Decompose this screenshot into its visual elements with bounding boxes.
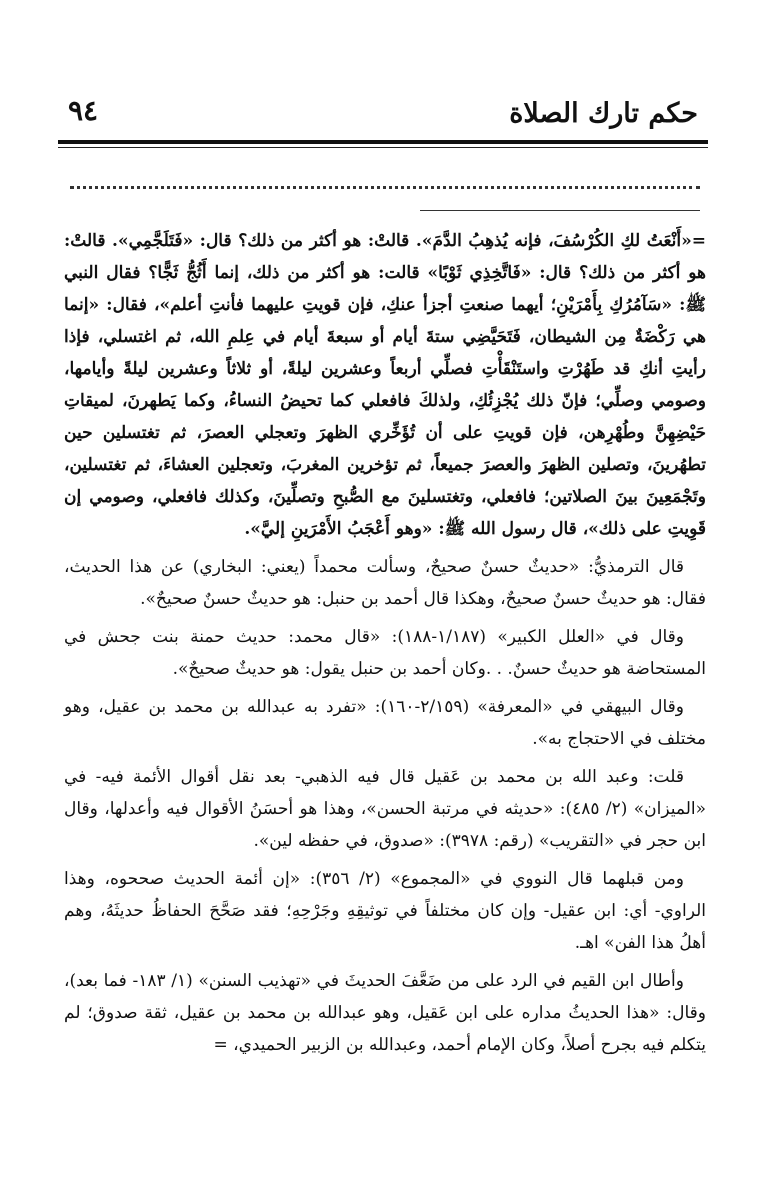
- hadith-paragraph: =«أَنْعَتُ لكِ الكُرْسُفَ، فإنه يُذهِبُ الدَّمَ». قالتْ: هو أكثر من ذلك؟ قال: «فَتَلَجَّمِي». قالتْ: هو أكثر من ذلك؟ قال: «فَاتَّخِذِي ثَوْبًا» قالت: هو أكثر من ذلك، إنما أَثُجُّ ثَجًّا؟ فقال النبي ﷺ: «سَآمُرُكِ بِأَمْرَيْنِ؛ أيهما صنعتِ أجزأ عنكِ، فإن قويتِ عليهما فأنتِ أعلم»، فقال: «إنما هي رَكْضَةٌ مِن الشيطان، فَتَحَيَّضِي ستةَ أيام أو سبعةَ أيام في عِلمِ الله، ثم اغتسلي، فإذا رأيتِ أنكِ قد طَهُرْتِ واستَنْقَأْتِ فصلِّي أربعاً وعشرين ليلةً، أو ثلاثاً وعشرين ليلةً وأيامها، وصومي وصلِّي؛ فإنّ ذلك يُجْزِئُكِ، ولذلكَ فافعلي كما تحيضُ النساءُ، وكما يَطهرنَ، لميقاتِ حَيْضِهِنَّ وطُهْرِهن، فإن قويتِ على أن تُؤَخِّري الظهرَ وتعجلي العصرَ، ثم تغتسلين حين تطهُرينَ، وتصلين الظهرَ والعصرَ جميعاً، ثم تؤخرين المغربَ، وتعجلين العشاءَ، ثم تغتسلين، وتَجْمَعِينَ بينَ الصلاتين؛ فافعلي، وتغتسلينَ مع الصُّبحِ وتصلِّينَ، وكذلك فافعلي، وصومي إن قَوِيتِ على ذلك»، قال رسول الله ﷺ: «وهو أَعْجَبُ الأَمْرَينِ إليَّ».: [64, 231, 706, 539]
- page-header: [60, 92, 708, 138]
- paragraph-ibn-qayyim: وأطال ابن القيم في الرد على من ضَعَّفَ الحديثَ في «تهذيب السنن» (١/ ١٨٣- فما بعد)، وقال: «هذا الحديثُ مداره على ابن عَقيل، وهو عبدالله بن محمد بن عقيل، ثقة صدوق؛ لم يتكلم فيه بجرح أصلاً، وكان الإمام أحمد، وعبدالله بن الزبير الحميدي، =: [64, 971, 706, 1055]
- paragraph-tirmidhi: قال الترمذيُّ: «حديثٌ حسنٌ صحيحٌ، وسألت محمداً (يعني: البخاري) عن هذا الحديث، فقال: هو حديثٌ حسنٌ صحيحٌ، وهكذا قال أحمد بن حنبل: هو حديثٌ حسنٌ صحيحٌ».: [64, 557, 706, 609]
- footnote-rule: [420, 210, 700, 211]
- running-title: حكم تارك الصلاة: [509, 98, 698, 129]
- header-rule-thin: [58, 147, 708, 148]
- footnote-text: [64, 225, 706, 1067]
- dotted-separator: [70, 186, 700, 189]
- paragraph-ilal: وقال في «العلل الكبير» (١/١٨٧-١٨٨): «قال محمد: حديث حمنة بنت جحش في المستحاضة هو حديثٌ حسنٌ. . .وكان أحمد بن حنبل يقول: هو حديثٌ صحيحٌ».: [64, 627, 706, 679]
- paragraph-bayhaqi: وقال البيهقي في «المعرفة» (٢/١٥٩-١٦٠): «تفرد به عبدالله بن محمد بن عقيل، وهو مختلف في الاحتجاج به».: [64, 697, 706, 749]
- header-rule: [58, 140, 708, 144]
- paragraph-dhahabi: قلت: وعبد الله بن محمد بن عَقيل قال فيه الذهبي- بعد نقل أقوال الأئمة فيه- في «الميزان» (٢/ ٤٨٥): «حديثه في مرتبة الحسن»، وهذا هو أحسَنُ الأقوال فيه وأعدلها، وقال ابن حجر في «التقريب» (رقم: ٣٩٧٨): «صدوق، في حفظه لين».: [64, 767, 707, 851]
- paragraph-nawawi: ومن قبلهما قال النووي في «المجموع» (٢/ ٣٥٦): «إن أئمة الحديث صححوه، وهذا الراوي- أي: ابن عقيل- وإن كان مختلفاً في توثيقِهِ وجَرْحِهِ؛ فقد صَحَّحَ الحفاظُ حديثَهُ، وهم أهلُ هذا الفن» اهـ.: [64, 869, 706, 953]
- page-number: ٩٤: [68, 94, 99, 127]
